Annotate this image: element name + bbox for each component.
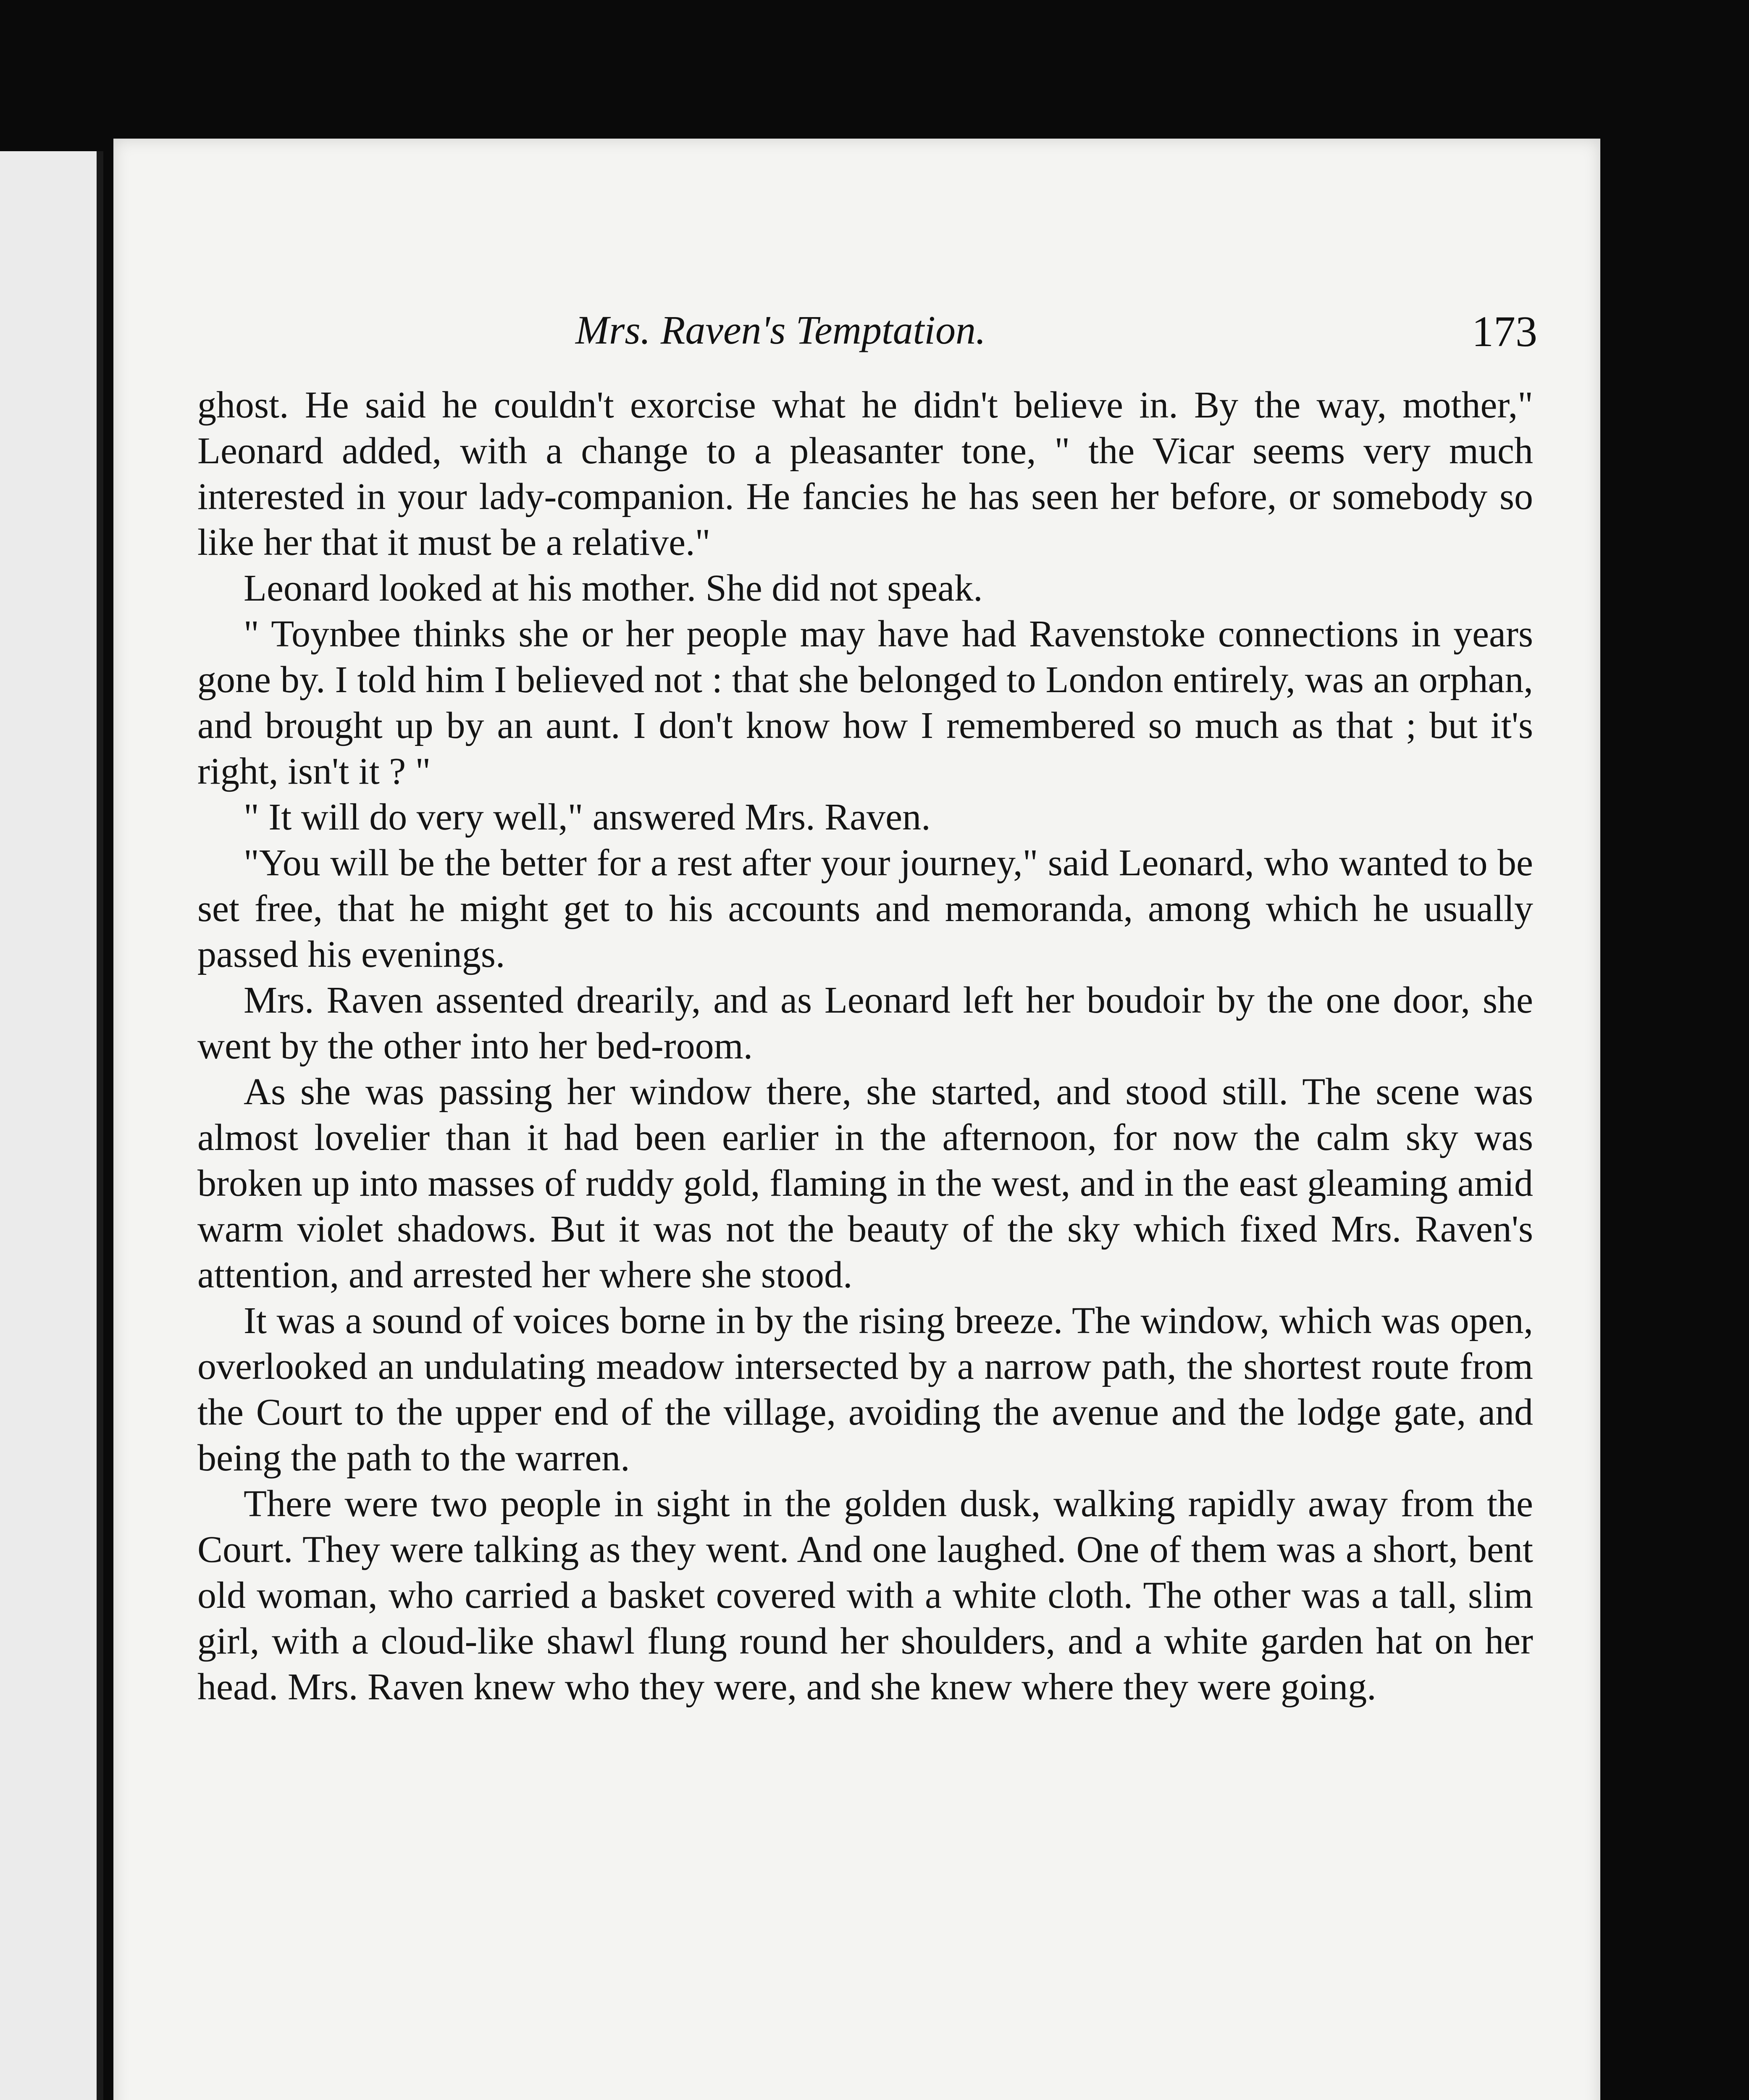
- facing-page-edge: [0, 151, 103, 2100]
- paragraph: ghost. He said he couldn't exorcise what he didn't believe in. By the way, mother," Leonard added, with a change to a pleasanter tone, " the Vicar seems very much interested in your lady-companion. He fancies he has seen her before, or somebody so like her that it must be a relative.": [197, 384, 1533, 563]
- paragraph: " Toynbee thinks she or her people may have had Ravenstoke connections in years gone by. I told him I believed not : that she belonged to London entirely, was an orphan, and brought up by an aunt. I don't know how I remembered so much as that ; but it's right, isn't it ? ": [197, 613, 1533, 792]
- book-page: [113, 139, 1600, 2100]
- paragraph: Leonard looked at his mother. She did not speak.: [244, 567, 983, 609]
- paragraph: "You will be the better for a rest after your journey," said Leonard, who wanted to be set free, that he might get to his accounts and memoranda, among which he usually passed his evenings.: [197, 842, 1533, 975]
- paragraph: As she was passing her window there, she started, and stood still. The scene was almost lovelier than it had been earlier in the afternoon, for now the calm sky was broken up into masses of ruddy gold, flaming in the west, and in the east gleaming amid warm violet shadows. But it was not the beauty of the sky which fixed Mrs. Raven's attention, and arrested her where she stood.: [197, 1071, 1533, 1296]
- running-head: [113, 307, 1600, 370]
- paragraph: " It will do very well," answered Mrs. Raven.: [244, 796, 931, 838]
- paragraph: It was a sound of voices borne in by the rising breeze. The window, which was open, overlooked an undulating meadow intersected by a narrow path, the shortest route from the Court to the upper end of the village, avoiding the avenue and the lodge gate, and being the path to the warren.: [197, 1300, 1533, 1479]
- paragraph: There were two people in sight in the golden dusk, walking rapidly away from the Court. They were talking as they went. And one laughed. One of them was a short, bent old woman, who carried a basket covered with a white cloth. The other was a tall, slim girl, with a cloud-like shawl flung round her shoulders, and a white garden hat on her head. Mrs. Raven knew who they were, and she knew where they were going.: [197, 1483, 1533, 1708]
- page-number: 173: [1472, 307, 1537, 356]
- running-title: Mrs. Raven's Temptation.: [575, 307, 986, 352]
- body-text: [197, 382, 1533, 1710]
- paragraph: Mrs. Raven assented drearily, and as Leonard left her boudoir by the one door, she went by the other into her bed-room.: [197, 979, 1533, 1067]
